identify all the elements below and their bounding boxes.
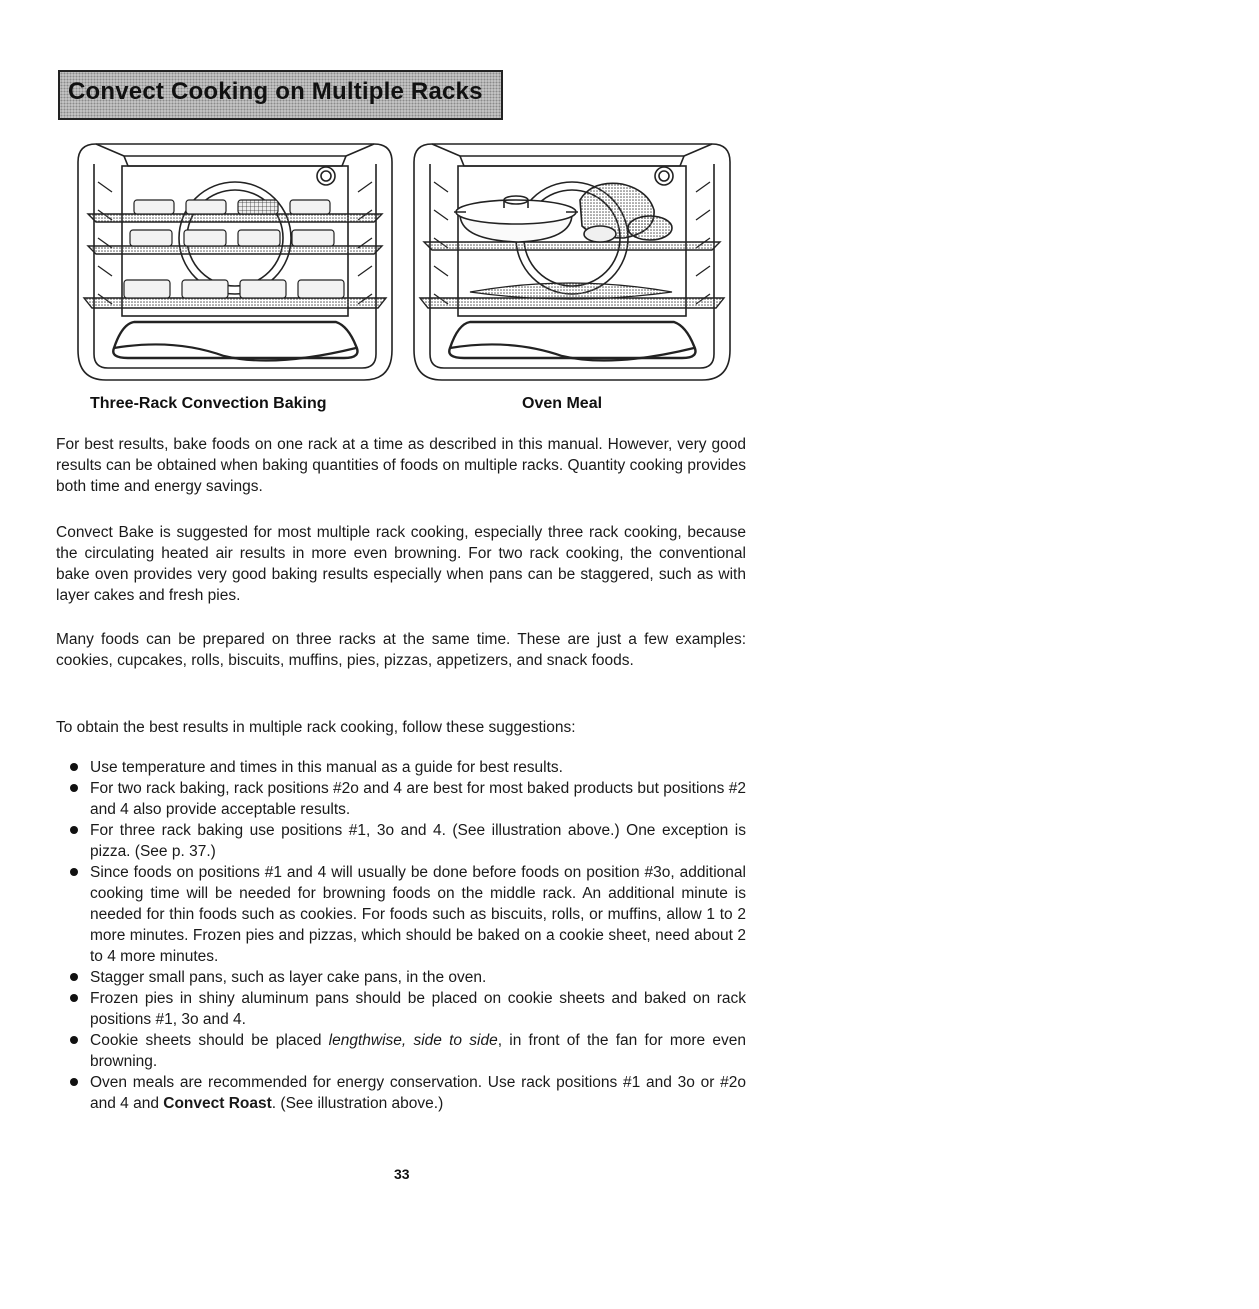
bullet-icon [70,1036,78,1044]
body-paragraph: For best results, bake foods on one rack at a time as described in this manual. However, very good results can be obtained when baking quantities of foods on multiple racks. Quantity cooking provides both time and energy savings. [56,436,746,495]
bullet-icon [70,763,78,771]
section-title: Convect Cooking on Multiple Racks [68,78,483,105]
list-item-text: For two rack baking, rack positions #2o and 4 are best for most baked products but positions #2 and 4 also provide acceptable results. [90,780,746,818]
list-item [56,1072,746,1114]
list-item [56,820,746,862]
bullet-icon [70,868,78,876]
page-number: 33 [394,1166,410,1182]
list-item [56,967,746,988]
list-item [56,778,746,820]
list-item [56,757,746,778]
body-paragraph: Convect Bake is suggested for most multiple rack cooking, especially three rack cooking, because the circulating heated air results in more even browning. For two rack cooking, the conventional bake oven provides very good baking results especially when pans can be staggered, such as with layer cakes and fresh pies. [56,524,746,604]
list-item-text-end: , in front of the fan for more even browning. [90,1032,746,1070]
suggestions-list [56,757,746,1114]
body-paragraph: To obtain the best results in multiple rack cooking, follow these suggestions: [56,719,576,736]
three-rack-oven-illustration [74,142,396,386]
list-item [56,988,746,1030]
convect-roast-term: Convect Roast [163,1095,272,1112]
bullet-icon [70,994,78,1002]
bullet-icon [70,1078,78,1086]
list-item [56,1030,746,1072]
list-item [56,862,746,967]
list-item-text-start: Oven meals are recommended for energy conservation. Use rack positions #1 and 3o or #2o and 4 and [90,1074,746,1112]
list-item-text: Since foods on positions #1 and 4 will usually be done before foods on position #3o, additional cooking time will be needed for browning foods on the middle rack. An additional minute is needed for thin foods such as cookies. For foods such as biscuits, rolls, or muffins, allow 1 to 2 more minutes. Frozen pies and pizzas, which should be baked on a cookie sheet, need about 2 to 4 more minutes. [90,864,746,965]
section-title-banner [58,70,503,120]
list-item-emphasis: lengthwise, side to side [328,1032,498,1049]
bullet-icon [70,826,78,834]
list-item-text-start: Cookie sheets should be placed [90,1032,329,1049]
body-paragraph: Many foods can be prepared on three racks at the same time. These are just a few examples: cookies, cupcakes, rolls, biscuits, muffins, pies, pizzas, appetizers, and snack foods. [56,631,746,669]
illustration-caption-oven-meal: Oven Meal [522,395,603,412]
list-item-text: Frozen pies in shiny aluminum pans should be placed on cookie sheets and baked on rack positions #1, 3o and 4. [90,990,746,1028]
bullet-icon [70,973,78,981]
oven-meal-illustration [410,142,734,386]
list-item-text: Stagger small pans, such as layer cake pans, in the oven. [90,969,487,986]
list-item-text: Use temperature and times in this manual as a guide for best results. [90,759,563,776]
bullet-icon [70,784,78,792]
illustration-caption-three-rack: Three-Rack Convection Baking [90,395,327,412]
list-item-text-end: . (See illustration above.) [271,1095,444,1112]
list-item-text: For three rack baking use positions #1, 3o and 4. (See illustration above.) One exception is pizza. (See p. 37.) [90,822,746,860]
